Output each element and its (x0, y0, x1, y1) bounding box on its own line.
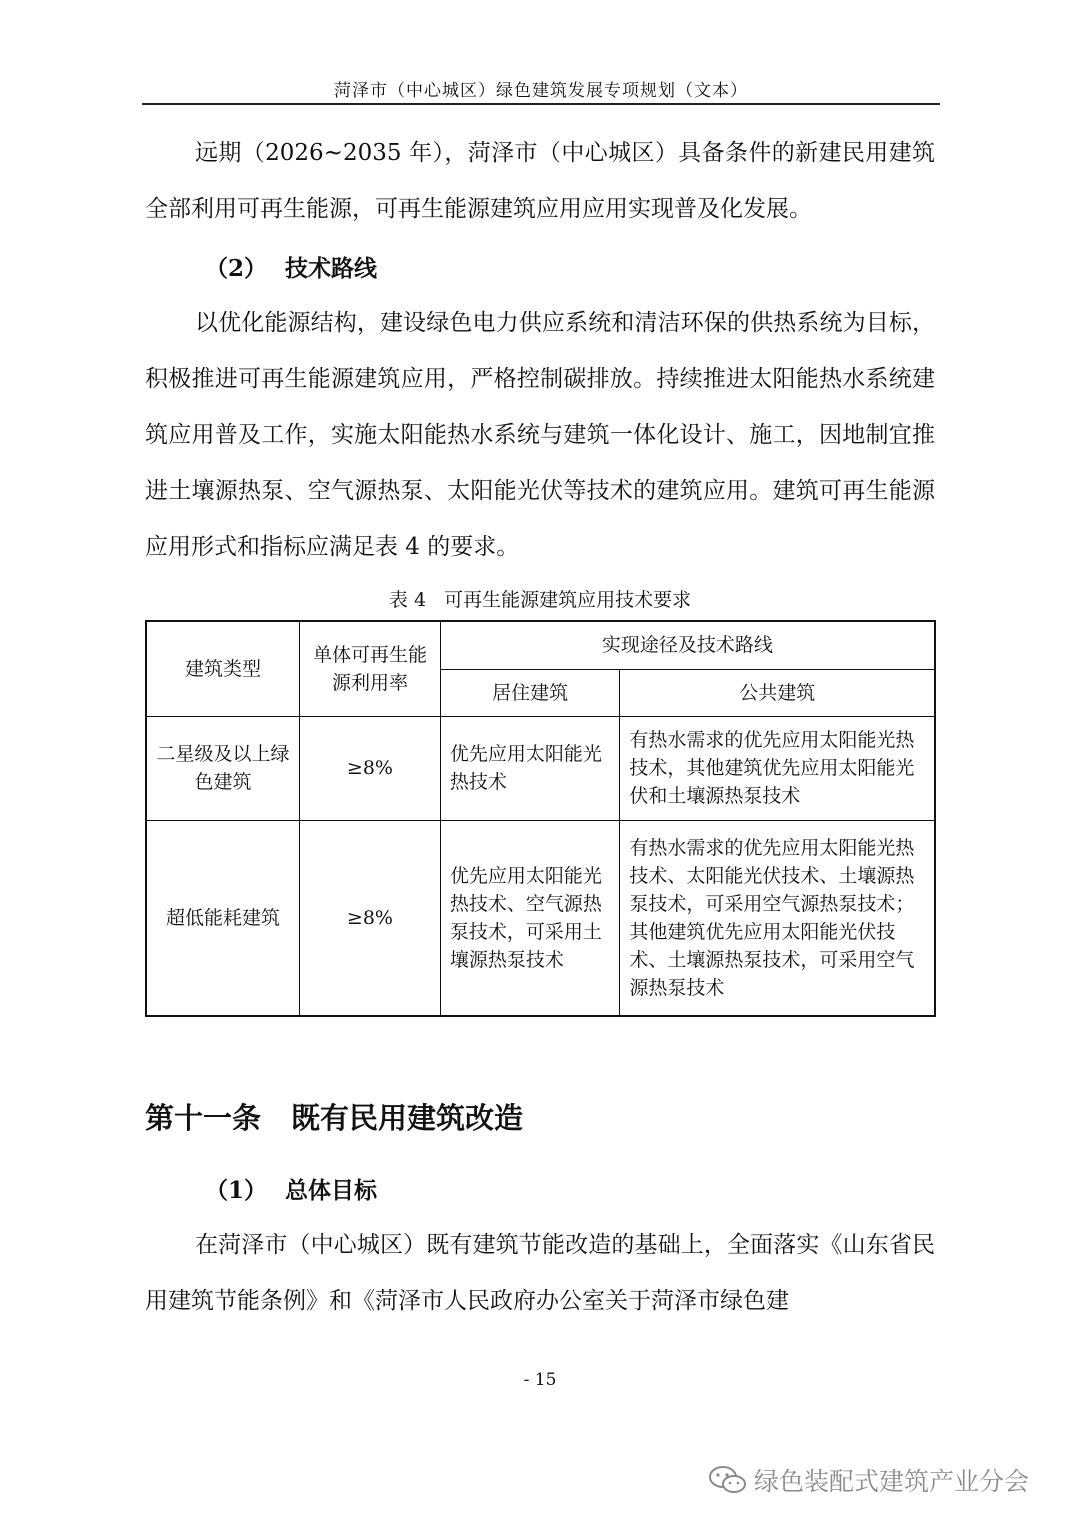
subhead-overall-goal (205, 1172, 377, 1205)
article-title: 既有民用建筑改造 (291, 1101, 524, 1135)
header-residential: 居住建筑 (440, 669, 620, 716)
table-caption-label: 表 4 (388, 589, 427, 611)
subhead-number: （1） (205, 1177, 268, 1204)
paragraph-long-term: 远期（2026~2035 年），菏泽市（中心城区）具备条件的新建民用建筑全部利用可再生能源，可再生能源建筑应用应用实现普及化发展。 (145, 140, 935, 222)
table-header-row (146, 621, 935, 669)
table-caption (145, 585, 935, 612)
paragraph-overall-goal: 在菏泽市（中心城区）既有建筑节能改造的基础上，全面落实《山东省民用建筑节能条例》和《菏泽市人民政府办公室关于菏泽市绿色建 (145, 1232, 935, 1314)
cell-rate: ≥8% (300, 716, 441, 820)
header-building-type: 建筑类型 (146, 621, 300, 716)
subhead-tech-route (205, 250, 377, 283)
header-public: 公共建筑 (620, 669, 935, 716)
page-number: - 15 (523, 1370, 557, 1390)
cell-public: 有热水需求的优先应用太阳能光热技术，其他建筑优先应用太阳能光伏和土壤源热泵技术 (620, 716, 935, 820)
table-row (146, 716, 935, 820)
header-route: 实现途径及技术路线 (440, 621, 935, 669)
article-number: 第十一条 (145, 1101, 262, 1135)
subhead-label: 技术路线 (285, 255, 377, 282)
wechat-icon (708, 1464, 748, 1496)
header-divider (142, 103, 940, 105)
cell-public: 有热水需求的优先应用太阳能光热技术、太阳能光伏技术、土壤源热泵技术，可采用空气源热泵技术；其他建筑优先应用太阳能光伏技术、土壤源热泵技术，可采用空气源热泵技术 (620, 820, 935, 1016)
subhead-number: （2） (205, 255, 268, 282)
page-header-title: 菏泽市（中心城区）绿色建筑发展专项规划（文本） (334, 81, 748, 101)
subhead-label: 总体目标 (285, 1177, 377, 1204)
cell-building-type: 二星级及以上绿色建筑 (146, 716, 300, 820)
paragraph-tech-route: 以优化能源结构，建设绿色电力供应系统和清洁环保的供热系统为目标，积极推进可再生能源建筑应用，严格控制碳排放。持续推进太阳能热水系统建筑应用普及工作，实施太阳能热水系统与建筑一体化设计、施工，因地制宜推进土壤源热泵、空气源热泵、太阳能光伏等技术的建筑应用。建筑可再生能源应用形式和指标应满足表 4 的要求。 (145, 310, 935, 560)
cell-residential: 优先应用太阳能光热技术 (440, 716, 620, 820)
table-caption-text: 可再生能源建筑应用技术要求 (444, 589, 692, 611)
cell-building-type: 超低能耗建筑 (146, 820, 300, 1016)
watermark-text: 绿色装配式建筑产业分会 (754, 1467, 1030, 1496)
header-utilization-rate: 单体可再生能源利用率 (300, 621, 441, 716)
article-heading (145, 1096, 523, 1137)
watermark (708, 1462, 1029, 1498)
cell-rate: ≥8% (300, 820, 441, 1016)
cell-residential: 优先应用太阳能光热技术、空气源热泵技术，可采用土壤源热泵技术 (440, 820, 620, 1016)
renewable-energy-table (145, 620, 936, 1017)
table-row (146, 820, 935, 1016)
